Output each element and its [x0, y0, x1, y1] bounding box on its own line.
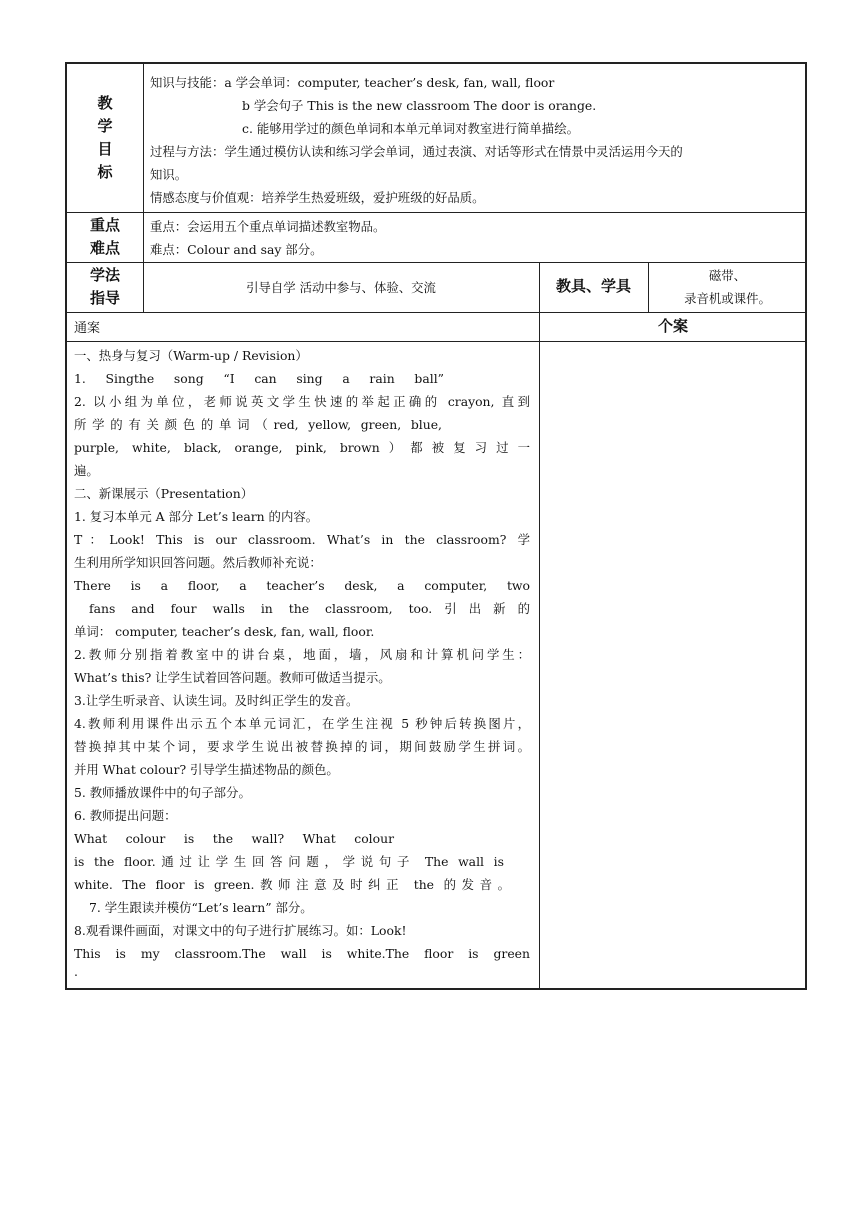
row-divider	[67, 312, 807, 313]
plan-line: 生利用所学知识回答问题。然后教师补充说：	[74, 555, 322, 570]
objective-process-cont: 知识。	[150, 167, 188, 182]
difficult-point: 难点：Colour and say 部分。	[150, 242, 323, 257]
plan-line: 所学的有关颜色的单词（red, yellow, green, blue,	[74, 417, 442, 432]
objective-sentence: b 学会句子 This is the new classroom The door is orange.	[242, 98, 597, 113]
plan-line: T：Look! This is our classroom. What’s in the classroom? 学	[74, 532, 530, 547]
row-divider	[67, 262, 807, 263]
plan-line: 替换掉其中某个词，要求学生说出被替换掉的词，期间鼓励学生拼词。	[74, 739, 530, 754]
plan-line: 3.让学生听录音、认读生词。及时纠正学生的发音。	[74, 693, 359, 708]
method-header	[67, 264, 143, 310]
header-char: 学	[97, 117, 113, 135]
plan-line: 1. Singthe song “I can sing a rain ball”	[74, 371, 444, 386]
plan-line: There is a floor, a teacher’s desk, a computer, two	[74, 578, 530, 593]
plan-line: 1. 复习本单元 A 部分 Let’s learn 的内容。	[74, 509, 319, 524]
plan-line: 6. 教师提出问题：	[74, 808, 177, 823]
plan-line: 并用 What colour? 引导学生描述物品的颜色。	[74, 762, 339, 777]
header-line: 难点	[89, 239, 120, 257]
col-divider	[539, 262, 540, 990]
col-divider	[143, 64, 144, 312]
header-char: 标	[97, 163, 113, 181]
plan-line: 2.教师分别指着教室中的讲台桌，地面，墙，风扇和计算机问学生：	[74, 647, 530, 662]
objective-attitude: 情感态度与价值观：培养学生热爱班级，爱护班级的好品质。	[150, 190, 485, 205]
objective-knowledge: 知识与技能：a 学会单词：computer, teacher’s desk, fan, wall, floor	[150, 75, 555, 90]
plan-line: purple, white, black, orange, pink, brown）都被复习过一	[74, 440, 530, 455]
plan-line: 5. 教师播放课件中的句子部分。	[74, 785, 251, 800]
plan-line: 2. 以小组为单位，老师说英文学生快速的举起正确的 crayon, 直到	[74, 394, 530, 409]
tools-line: 录音机或课件。	[684, 291, 771, 306]
plan-line: 一、热身与复习（Warm-up / Revision）	[74, 348, 308, 363]
tools-header: 教具、学具	[555, 277, 631, 295]
plan-line: 4.教师利用课件出示五个本单元词汇，在学生注视 5 秒钟后转换图片，	[74, 716, 530, 731]
plan-line: white. The floor is green.教师注意及时纠正 the 的发音。	[74, 877, 510, 892]
lesson-plan-table	[65, 62, 807, 990]
plan-line: 单词： computer, teacher’s desk, fan, wall, floor.	[74, 624, 375, 639]
header-line: 学法	[89, 266, 120, 284]
plan-line: fans and four walls in the classroom, too.引出新的	[89, 601, 530, 616]
objectives-header	[67, 92, 143, 184]
tools-line: 磁带、	[708, 268, 747, 283]
plan-line: 7. 学生跟读并模仿“Let’s learn” 部分。	[89, 900, 313, 915]
key-point: 重点：会运用五个重点单词描述教室物品。	[150, 219, 386, 234]
plan-line: This is my classroom.The wall is white.The floor is green	[74, 946, 530, 961]
row-divider	[67, 341, 807, 342]
general-plan-header: 通案	[74, 321, 101, 336]
objective-process: 过程与方法：学生通过模仿认读和练习学会单词，通过表演、对话等形式在情景中灵活运用今天的	[150, 144, 683, 159]
tools-text	[648, 264, 807, 310]
header-line: 重点	[89, 216, 120, 234]
header-line: 指导	[89, 289, 120, 307]
plan-line: What’s this? 让学生试着回答问题。教师可做适当提示。	[74, 670, 391, 685]
plan-line: 8.观看课件画面，对课文中的句子进行扩展练习。如：Look!	[74, 923, 407, 938]
plan-line: .	[74, 964, 78, 979]
plan-line: 二、新课展示（Presentation）	[74, 486, 254, 501]
objective-describe: c. 能够用学过的颜色单词和本单元单词对教室进行简单描绘。	[242, 121, 579, 136]
header-char: 目	[97, 140, 113, 158]
individual-plan-header: 个案	[657, 317, 688, 335]
plan-line: What colour is the wall? What colour	[74, 831, 394, 846]
keypoints-header	[67, 214, 143, 260]
plan-line: is the floor.通过让学生回答问题，学说句子 The wall is	[74, 854, 504, 869]
method-text: 引导自学 活动中参与、体验、交流	[246, 280, 436, 295]
header-char: 教	[97, 94, 113, 112]
plan-line: 遍。	[74, 463, 99, 478]
row-divider	[67, 212, 807, 213]
